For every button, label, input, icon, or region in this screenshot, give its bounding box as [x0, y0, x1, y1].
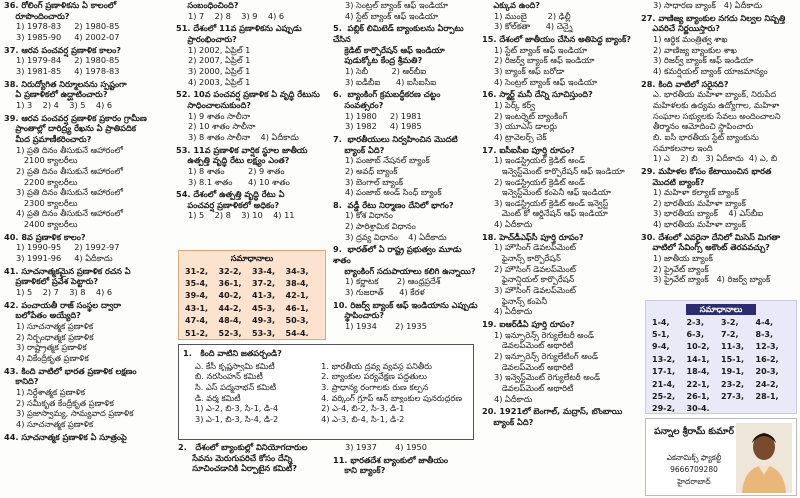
question-block	[482, 232, 638, 317]
answer-item: 20-3,	[755, 367, 779, 377]
option-text: ఫైనాన్స్ కంపెనీ	[494, 295, 548, 306]
answer-item: 13-2,	[652, 354, 676, 364]
option-text: 1) 2002, ఏప్రిల్ 1	[188, 44, 251, 55]
question-block	[482, 34, 638, 87]
answer-item: 22-1,	[686, 379, 710, 389]
match-item: సి. ఎస్ పద్మనాభన్ కమిటీ	[195, 381, 277, 392]
option-text: 1) ఇన్సూరెన్స్ రెగ్యులేటరీ అండ్	[494, 329, 594, 340]
question-text: 44. సూచనాత్మక ప్రణాళిక ఏ సూత్రంపై	[4, 431, 127, 442]
question-block	[4, 266, 170, 298]
option-text: 1) 3 2) 4 3) 5 4) 6	[16, 99, 113, 110]
answer-item: 42-1,	[285, 291, 309, 301]
question-text: 52. 10వ పంచవర్ష ప్రణాళిక ఏ వృద్ధి రేటును సాధించాలనుకుంది?	[176, 89, 320, 110]
option-text: 2) సమీకృత కేంద్రీకృత ప్రణాళిక	[16, 397, 114, 408]
option-text: 4) కమర్షియల్ బ్యాంక్ యాజమాన్యం	[653, 65, 768, 76]
question-text: 18. హెచ్‌డీఎఫ్‌సీ పూర్తి రూపం?	[482, 231, 584, 242]
option-text: ఎ. భారతీయ మహిళా బ్యాంక్, నిరుపేద	[653, 89, 777, 100]
question-text: 36. రోలింగ్ ప్రణాళికను ఏ కాలంలో రూపొందించారు?	[4, 0, 117, 21]
answers-box-2	[645, 300, 797, 414]
question-text: 40. 8వ ప్రణాళిక కాలం?	[4, 231, 86, 242]
option-text: 4) ఏదీకాదు	[494, 219, 533, 230]
option-text: బి. ఐసీ భారతీయ స్టేట్ బ్యాంకును	[653, 131, 759, 142]
answer-item: 31-2,	[185, 266, 209, 276]
match-item: 4. వర్కింగ్ గ్రూప్ ఆన్ బ్యాంకుల పునరుద్ధరణ	[321, 392, 462, 403]
option-text: 1) ప్రతి దినం తీసుకునే ఆహారంలో	[16, 144, 123, 155]
option-text: 3) రాష్ట్రాత్మక ప్రణాళిక	[16, 342, 87, 353]
option-text: 3) బ్యాంక్ ఆఫ్ బరోడా	[494, 65, 565, 76]
answer-item: 47-4,	[185, 316, 209, 326]
question-block	[333, 200, 478, 243]
match-question-box	[178, 344, 474, 440]
question-block	[333, 89, 478, 132]
match-item: 2) ఎ-4, బి-2, సి-3, డి-1	[321, 403, 405, 414]
answer-item: 30-4.	[686, 404, 710, 414]
option-text: 1) సెబీ 2) ఆర్‌బీఐ	[345, 65, 427, 76]
author-card	[645, 418, 797, 496]
answer-item: 33-4,	[252, 266, 276, 276]
question-text: 41. సూచనాత్మకమైన ప్రణాళిక రచన ఏ ప్రణాళికలో ప్రవేశ పెట్టారు?	[4, 265, 131, 287]
option-text: 2300 క్యాలరీలు	[16, 197, 78, 208]
question-block	[482, 0, 638, 32]
answer-item: 32-2,	[218, 266, 242, 276]
question-text: 43. కింది వాటిలో భారత ప్రణాళిక లక్షణం కానిది?	[4, 365, 137, 387]
option-text: 1) 1980 2) 1981	[345, 110, 422, 121]
option-text: ఫైనాన్స్ కార్పొరేషన్	[494, 253, 561, 264]
option-text: 1) హౌసింగ్ డెవలప్‌మెంట్	[494, 242, 576, 253]
match-item: 4) ఎ-3, బి-4, సి-1, డి-2	[321, 413, 405, 424]
option-text: 2) ఇండస్ట్రియల్ క్రెడిట్ అండ్	[494, 176, 585, 187]
answers-heading: సమాధానాలు	[686, 304, 756, 315]
column-4	[482, 0, 638, 430]
question-block	[641, 79, 797, 164]
question-text: 5. పబ్లిక్ లిమిటెడ్ బ్యాంకులను ఏర్పాటు చేసిన క్రెడిట్ కార్పొరేషన్ ఆఫ్ ఇండియా పుడుక్కోట కేంద్ర శ్రీమతి?	[333, 23, 464, 66]
answer-item: 49-3,	[252, 316, 276, 326]
match-item: 3) ఎ-1, బి-3, సి-4, డి-2	[195, 413, 279, 424]
question-text: 27. వాణిజ్య బ్యాంకుల నగదు నిల్వల నిష్పత్తి ఎవరిచే నిర్ణయిస్తారు?	[641, 12, 786, 34]
option-text: 1) జాతీయ బ్యాంక్	[653, 253, 713, 264]
author-city: హైదరాబాద్	[677, 477, 711, 486]
option-text: 2) ప్రతి దినం తీసుకునే ఆహారంలో	[16, 165, 123, 176]
answer-item: 6-3,	[686, 330, 704, 340]
option-text: 1) 1978-83 2) 1980-85	[16, 21, 120, 32]
question-block	[4, 113, 170, 230]
option-text: 1) ఎ 2) బి 3) ఏదీకాదు 4) ఎ, బి	[653, 153, 778, 164]
option-text: 4) ఏదీకాదు	[494, 306, 533, 317]
question-block	[4, 79, 170, 111]
answer-item: 15-1,	[721, 354, 745, 364]
option-text: 2) ఇన్సూరెన్స్ రెగ్యులేటింగ్ అండ్	[494, 351, 599, 361]
answer-item: 48-4,	[218, 316, 242, 326]
option-text: 1) ముంబై 2) ఢిల్లీ	[494, 10, 571, 21]
answer-item: 27-3,	[721, 392, 745, 401]
answer-item: 28-1,	[755, 392, 779, 401]
option-text: 1) పెర్క్ కర్వ్	[494, 99, 536, 110]
answer-item: 14-1,	[686, 354, 710, 364]
question-block	[641, 0, 797, 11]
option-text: 3) హౌసింగ్ డెవలప్‌మెంట్	[494, 285, 576, 296]
answer-item: 3-2,	[721, 317, 739, 327]
option-text: 1) కర్ణాటక 2) ఆంధ్రప్రదేశ్	[345, 276, 441, 287]
option-text: 1) నిర్దేశాత్మక ప్రణాళిక	[16, 386, 86, 397]
option-text: మెంట్ కో ఆర్డినేషన్ ఆఫ్ ఇండియా	[494, 208, 608, 219]
answer-item: 1-4,	[652, 317, 670, 327]
option-text: 2) హౌసింగ్ డెవలప్‌మెంట్	[494, 263, 576, 274]
match-right-list	[321, 361, 469, 425]
option-text: 3) భారతీయ బ్యాంక్ 4) ఎస్‌బీఐ	[653, 208, 764, 219]
question-block	[333, 442, 478, 453]
question-text: 30. దేశంలో ఎవరైనా దేనిలో మిసెస్ మిగతా వాటిలో సేవింగ్స్ అకౌంట్ తెరవవచ్చు?	[641, 231, 781, 253]
answer-item: 19-1,	[721, 367, 745, 377]
answer-item: 37-2,	[252, 279, 276, 289]
option-text: 1) సూచనాత్మక ప్రణాళిక	[16, 321, 94, 332]
option-text: 3) గుజరాత్ 4) కేరళ	[345, 287, 425, 298]
option-text: 3) రిజర్వ్ బ్యాంక్ ఆఫ్ ఇండియా	[653, 55, 754, 66]
option-text: 2) రిజర్వ్ బ్యాంక్ ఆఫ్ ఇండియా	[494, 55, 595, 66]
answers-grid	[179, 267, 325, 339]
option-text: 4) ఏదీకాదు	[494, 393, 533, 404]
option-text: 4) స్టేట్ బ్యాంక్ ఆఫ్ ఇండియా	[345, 10, 439, 21]
option-text: 1) ఇండస్ట్రియల్ క్రెడిట్ అండ్	[494, 155, 585, 166]
option-text: సంఘాల సభ్యులకు సేవలు అందించాలని	[653, 110, 781, 121]
answer-item: 38-4,	[285, 279, 309, 289]
option-text: 1) 5 2) 8 3) 10 4) 11	[188, 210, 295, 221]
question-text: 38. నిరుద్యోగిత నిర్మూలనను స్పష్టంగా ఏ ప్రణాళికలో ఉద్ఘాటించారు?	[4, 78, 127, 100]
question-text: 54. దేశంలో ఉత్పత్తి వృద్ధి రేటు ఏ పంచవర్ష ప్రణాళికలో అధికం?	[176, 189, 285, 210]
option-text: 3) 2000, ఏప్రిల్ 1	[188, 65, 251, 76]
match-item: డి. వర్మ కమిటీ	[195, 392, 241, 403]
question-text: 51. దేశంలో 11వ ప్రణాళికను ఎప్పుడు ప్రారంభించారు?	[176, 23, 302, 44]
col3-bottom	[333, 442, 478, 478]
question-text: 17. ఐసీఐసీఐ పూర్తి రూపం?	[482, 144, 575, 155]
option-text: సమాకలనాల ఇంది	[653, 142, 713, 153]
option-text: 2) నిర్బంధాత్మక ప్రణాళిక	[16, 331, 94, 342]
answers-grid	[646, 318, 796, 415]
answer-item: 12-3,	[755, 342, 779, 352]
answer-item: 44-2,	[218, 303, 242, 313]
answer-item: 45-3,	[252, 303, 276, 313]
question-block	[333, 0, 478, 21]
answer-item: 5-1,	[652, 330, 670, 340]
question-block	[333, 300, 478, 332]
question-block	[333, 455, 478, 476]
option-text: 2400 క్యాలరీలు	[16, 219, 78, 230]
answer-item: 39-4,	[185, 291, 209, 301]
option-text: 1) స్టేట్ బ్యాంక్ ఆఫ్ ఇండియా	[494, 44, 588, 55]
option-text: 4) వికేంద్రీకృత ప్రణాళిక	[16, 353, 89, 363]
option-text: 1) 1990-95 2) 1992-97	[16, 242, 120, 253]
question-text: సంబంధించింది?	[176, 0, 239, 10]
answer-item: 46-1,	[285, 303, 309, 313]
question-block	[4, 366, 170, 430]
question-text: 9. భారత్‌లో ఏ రాష్ట్ర ప్రభుత్వం మూడు శాతం బ్యాంకింగ్ సదుపాయాలు కలిగి ఉన్నాయి?	[333, 244, 476, 276]
answer-item: 54-4.	[285, 328, 309, 338]
answer-item: 40-2,	[218, 291, 242, 301]
match-question: 1. కింది వాటిని జతపర్చండి?	[183, 348, 282, 358]
question-block	[4, 432, 170, 443]
option-text: 2) భారతీయ మహిళా బ్యాంక్	[653, 197, 746, 208]
question-block	[176, 89, 328, 142]
question-block	[641, 166, 797, 230]
answer-item: 43-1,	[185, 303, 209, 313]
option-text: 3) 1982 4) 1985	[345, 121, 422, 132]
question-text: 6. బ్యాంకింగ్ క్రమబద్ధీకరణ చట్టం సంవత్సరం?	[333, 89, 441, 110]
column-5	[641, 0, 797, 287]
option-text: 2200 క్యాలరీలు	[16, 176, 78, 187]
option-text: 3) 8 శాతం సాలీనా 4) ఏదీకాదు	[188, 131, 299, 142]
question-block	[4, 300, 170, 364]
option-text: 1) 5 2) 7 3) 8 4) 6	[16, 287, 113, 298]
option-text: 1) 9 శాతం సాలీనా	[188, 110, 251, 121]
question-text: 16. స్మార్ట్ మనీ దేన్ని సూచిస్తుంది?	[482, 89, 593, 100]
option-text: 1) 1979-84 2) 1980-85	[16, 55, 120, 66]
option-text: 3) ప్రతి దినం తీసుకునే ఆహారంలో	[16, 187, 123, 198]
question-block	[176, 0, 328, 21]
option-text: 4) భారతీయ మహిళా బ్యాంక్	[653, 219, 746, 230]
author-name: పన్నాల శ్రీరామ్ కుమార్	[654, 427, 734, 437]
answer-item: 18-4,	[686, 367, 710, 377]
option-text: ఇన్వెస్ట్‌మెంట్ కంపెనీ ఆఫ్ ఇండియా	[494, 187, 611, 198]
match-item: 3. ప్రాధాన్య రంగాలకు రుణ కల్పన	[321, 381, 429, 392]
question-text: 28. కింది వాటిలో సరైనది?	[641, 78, 729, 89]
option-text: 4) సెంట్రల్ బ్యాంక్ ఆఫ్ ఇండియా	[494, 76, 597, 87]
option-text: ఫైనాన్షియల్ కార్పొరేషన్	[494, 274, 575, 285]
question-block	[176, 145, 328, 188]
question-text: 53. 11వ ప్రణాళిక వార్షిక స్థూల జాతీయ ఉత్పత్తి వృద్ధి రేటు లక్ష్యం ఎంత?	[176, 144, 308, 166]
answer-item: 50-3,	[285, 316, 309, 326]
match-item: బి. నరసింహన్ కమిటీ	[195, 371, 263, 382]
question-block	[482, 145, 638, 230]
option-text: డెవలప్‌మెంట్ అథారిటీ	[494, 382, 574, 393]
author-designation: ఎకనామిక్స్ ఫ్యాకల్టీ	[666, 453, 722, 462]
match-item: 1) ఎ-2, బి-3, సి-1, డి-4	[195, 403, 279, 414]
option-text: 2) అవధ్ బ్యాంక్	[345, 165, 398, 176]
question-text: 20. 1921లో బెంగాల్, మద్రాస్, బొంబాయి బ్యాంక్ ఏది?	[482, 406, 623, 427]
option-text: 3) ద్రవ్య విధానం 4) ఏదీకాదు	[345, 231, 447, 242]
answer-item: 24-2,	[755, 379, 779, 389]
option-text: 3) సెంట్రల్ బ్యాంక్ ఆఫ్ ఇండియా	[345, 0, 448, 10]
question-block	[641, 232, 797, 285]
question-block	[4, 0, 170, 43]
answer-item: 25-2,	[652, 392, 676, 401]
option-text: 3) ప్రైవేట్ బ్యాంక్ 4) రిజర్వ్ బ్యాంక్	[653, 274, 771, 285]
question-text: 15. దేశంలో జాతీయం చేసిన అతిపెద్ద బ్యాంక్?	[482, 33, 632, 44]
option-text: 3) 1991-96 4) ఏదీకాదు	[16, 253, 113, 264]
option-text: 3) 1981-85 4) 1978-83	[16, 65, 120, 76]
match-item: 2. బ్యాంకుల పర్యవేక్షణ పద్ధతులు	[321, 371, 427, 382]
question-text: 7. భారతీయులు నిర్వహించిన మొదటి బ్యాంక్ ఏది?	[333, 133, 458, 155]
answer-item: 51-2,	[185, 328, 209, 338]
answer-item: 29-2,	[652, 404, 676, 414]
option-text: 1) 8 శాతం 2) 9 శాతం	[188, 165, 285, 176]
option-text: 3) ఐడీబీఐ 4) ఐసీఐసీఐ	[345, 76, 437, 87]
question-text: 8. వడ్డీ రేటు నిర్మాణం దేనిలో భాగం?	[333, 199, 454, 210]
question-block	[482, 319, 638, 404]
option-text: తీర్మానం ఆమోదించి స్థాపించారు	[653, 121, 754, 132]
answer-item: 35-4,	[185, 279, 209, 289]
option-text: 1) కోశ విధానం	[345, 210, 393, 221]
match-item: 1. భారతీయ ద్రవ్య వ్యవస్థ పనితీరు	[321, 360, 432, 371]
answer-item: 8-3,	[755, 330, 773, 340]
option-text: 3) బెంగాల్ బ్యాంక్	[345, 176, 404, 187]
option-text: 1) 7 2) 8 3) 9 4) 6	[188, 10, 285, 21]
question-block	[4, 45, 170, 77]
option-text: డెవలప్‌మెంట్ అథారిటీ	[494, 361, 574, 372]
question-block	[333, 23, 478, 87]
option-text: 3) సాధారణ బ్యాంక్ 4) ఏదీకాదు	[653, 0, 763, 10]
question-block	[641, 13, 797, 77]
option-text: 4) పంజాబ్ అండ్ సింధ్ బ్యాంక్	[345, 187, 442, 198]
option-text: 2100 క్యాలరీలు	[16, 155, 78, 166]
match-left-list	[183, 361, 321, 425]
question-block	[482, 406, 638, 427]
option-text: 2) వాణిజ్య బ్యాంకుల శాఖ	[653, 44, 737, 55]
answer-item: 10-2,	[686, 342, 710, 352]
column-1	[4, 0, 170, 444]
option-text: 2) పారిశ్రామిక విధానం	[345, 221, 416, 232]
option-text: 4) 2003, ఏప్రిల్ 1	[188, 76, 251, 87]
option-text: డెవలప్‌మెంట్ అథారిటీ	[494, 340, 574, 351]
option-text: 3) 8.1 శాతం 4) 10 శాతం	[188, 176, 290, 187]
question-text: 42. పంచాయతీ రాజ్ సంస్థల ద్వారా బలోపేతం అయ్యేది?	[4, 299, 121, 321]
option-text: 3) ఇండస్ట్రియల్ క్రెడిట్ అండ్ ఇన్వెస్ట్	[494, 197, 609, 208]
option-text: 3) ఇన్వెస్ట్‌మెంట్ రెగ్యులేటరీ అండ్	[494, 372, 601, 383]
option-text: 4) సూచనాత్మక ప్రణాళిక	[16, 418, 94, 429]
question-text: 2. దేశంలో బ్యాంకుల్లో వినియోగదారుల సేవను మెరుగుపరిచే కోసం దేన్ని సూచించడానికి ఏర్పాటైన కమిటీ?	[178, 442, 308, 474]
question-text: 39. ఆరవ పంచవర్ష ప్రణాళిక ప్రకారం గ్రామీణ ప్రాంతాల్లో దారిద్ర్య రేఖను ఏ ప్రాతిపదిక మీద ప్రమాణీకరించారు?	[4, 112, 147, 144]
column-2	[176, 0, 328, 223]
option-text: 1) మహిళా కల్యాణ్ బ్యాంక్	[653, 187, 739, 198]
answer-item: 36-1,	[218, 279, 242, 289]
question-block	[333, 134, 478, 198]
option-text: 1) 1934 2) 1935	[345, 321, 427, 332]
question-block	[482, 89, 638, 142]
answer-item: 2-3,	[686, 317, 704, 327]
option-text: 2) 10 శాతం సాలీనా	[188, 121, 256, 132]
option-text: 2) 2007, ఏప్రిల్ 1	[188, 55, 251, 66]
option-text: 4) ప్రతి దినం తీసుకునే ఆహారంలో	[16, 208, 123, 219]
question-text: ఎక్కువ ఉంది?	[482, 0, 541, 10]
option-text: 2) ప్రైవేట్ బ్యాంక్	[653, 263, 709, 274]
option-text: 1) పంజాబ్ నేషనల్ బ్యాంక్	[345, 155, 430, 166]
option-text: 3) కోల్‌కతా 4) చెన్నై	[494, 21, 573, 32]
option-text: 4) ట్రావెలర్స్ చెక్	[494, 131, 547, 142]
option-text: 2) ఇంటర్నెట్ బ్యాంకింగ్	[494, 110, 568, 121]
answer-item: 52-3,	[218, 328, 242, 338]
question-text: 11. భారతదేశ బ్యాంకులో జాతీయం కాని బ్యాంక్?	[333, 454, 449, 476]
answers-box-1	[178, 250, 326, 340]
question-block	[176, 189, 328, 221]
question-text: 29. మహిళల కోసం కేటాయించిన భారత మొదటి బ్యాంక్?	[641, 165, 772, 187]
author-photo	[736, 423, 792, 493]
answer-item: 16-2,	[755, 354, 779, 364]
answer-item: 23-2,	[721, 379, 745, 389]
answer-item: 53-3,	[252, 328, 276, 338]
match-item: ఎ. కేసీ కృష్ణస్వామి కమిటీ	[195, 360, 275, 371]
answer-item: 11-3,	[721, 342, 745, 352]
answer-item: 4-4,	[755, 317, 773, 327]
answer-item: 41-3,	[252, 291, 276, 301]
answer-item: 9-4,	[652, 342, 670, 352]
option-text: మహిళలకు ఉద్యమ ఉద్యోగాల, మహిళా	[653, 99, 780, 110]
question-block	[176, 23, 328, 87]
option-text: 3) యూఎస్ డాలర్లు	[494, 121, 558, 132]
option-text: 3) 1985-90 4) 2002-07	[16, 31, 120, 42]
question-block	[4, 232, 170, 264]
option-text: 3) ప్రజాస్వామ్య, సామ్యవాద ప్రణాళిక	[16, 408, 134, 419]
answer-item: 34-3,	[285, 266, 309, 276]
option-text: 1) ఆర్థిక మంత్రిత్వ శాఖ	[653, 33, 728, 44]
question-text: 10. రిజర్వ్ బ్యాంక్ ఆఫ్ ఇండియాను ఎప్పుడు స్థాపించారు?	[333, 299, 478, 321]
answer-item: 21-4,	[652, 379, 676, 389]
question-block	[333, 244, 478, 297]
answers-heading: సమాధానాలు	[230, 253, 274, 263]
column-3	[333, 0, 478, 334]
option-text: 3) 1937 4) 1950	[345, 442, 427, 452]
answer-item: 17-1,	[652, 367, 676, 377]
question-text: 19. ఐఆర్‌డీఏ పూర్తి రూపం?	[482, 319, 575, 330]
question-text: 37. ఆరవ పంచవర్ష ప్రణాళిక కాలం?	[4, 44, 122, 55]
author-phone: 9666709280	[670, 465, 718, 474]
answer-item: 7-2,	[721, 330, 739, 340]
option-text: ఇన్వెస్ట్‌మెంట్ కార్పొరేషన్ ఆఫ్ ఇండియా	[494, 165, 625, 176]
col2-bottom	[178, 442, 328, 474]
answer-item: 26-1,	[686, 392, 710, 401]
